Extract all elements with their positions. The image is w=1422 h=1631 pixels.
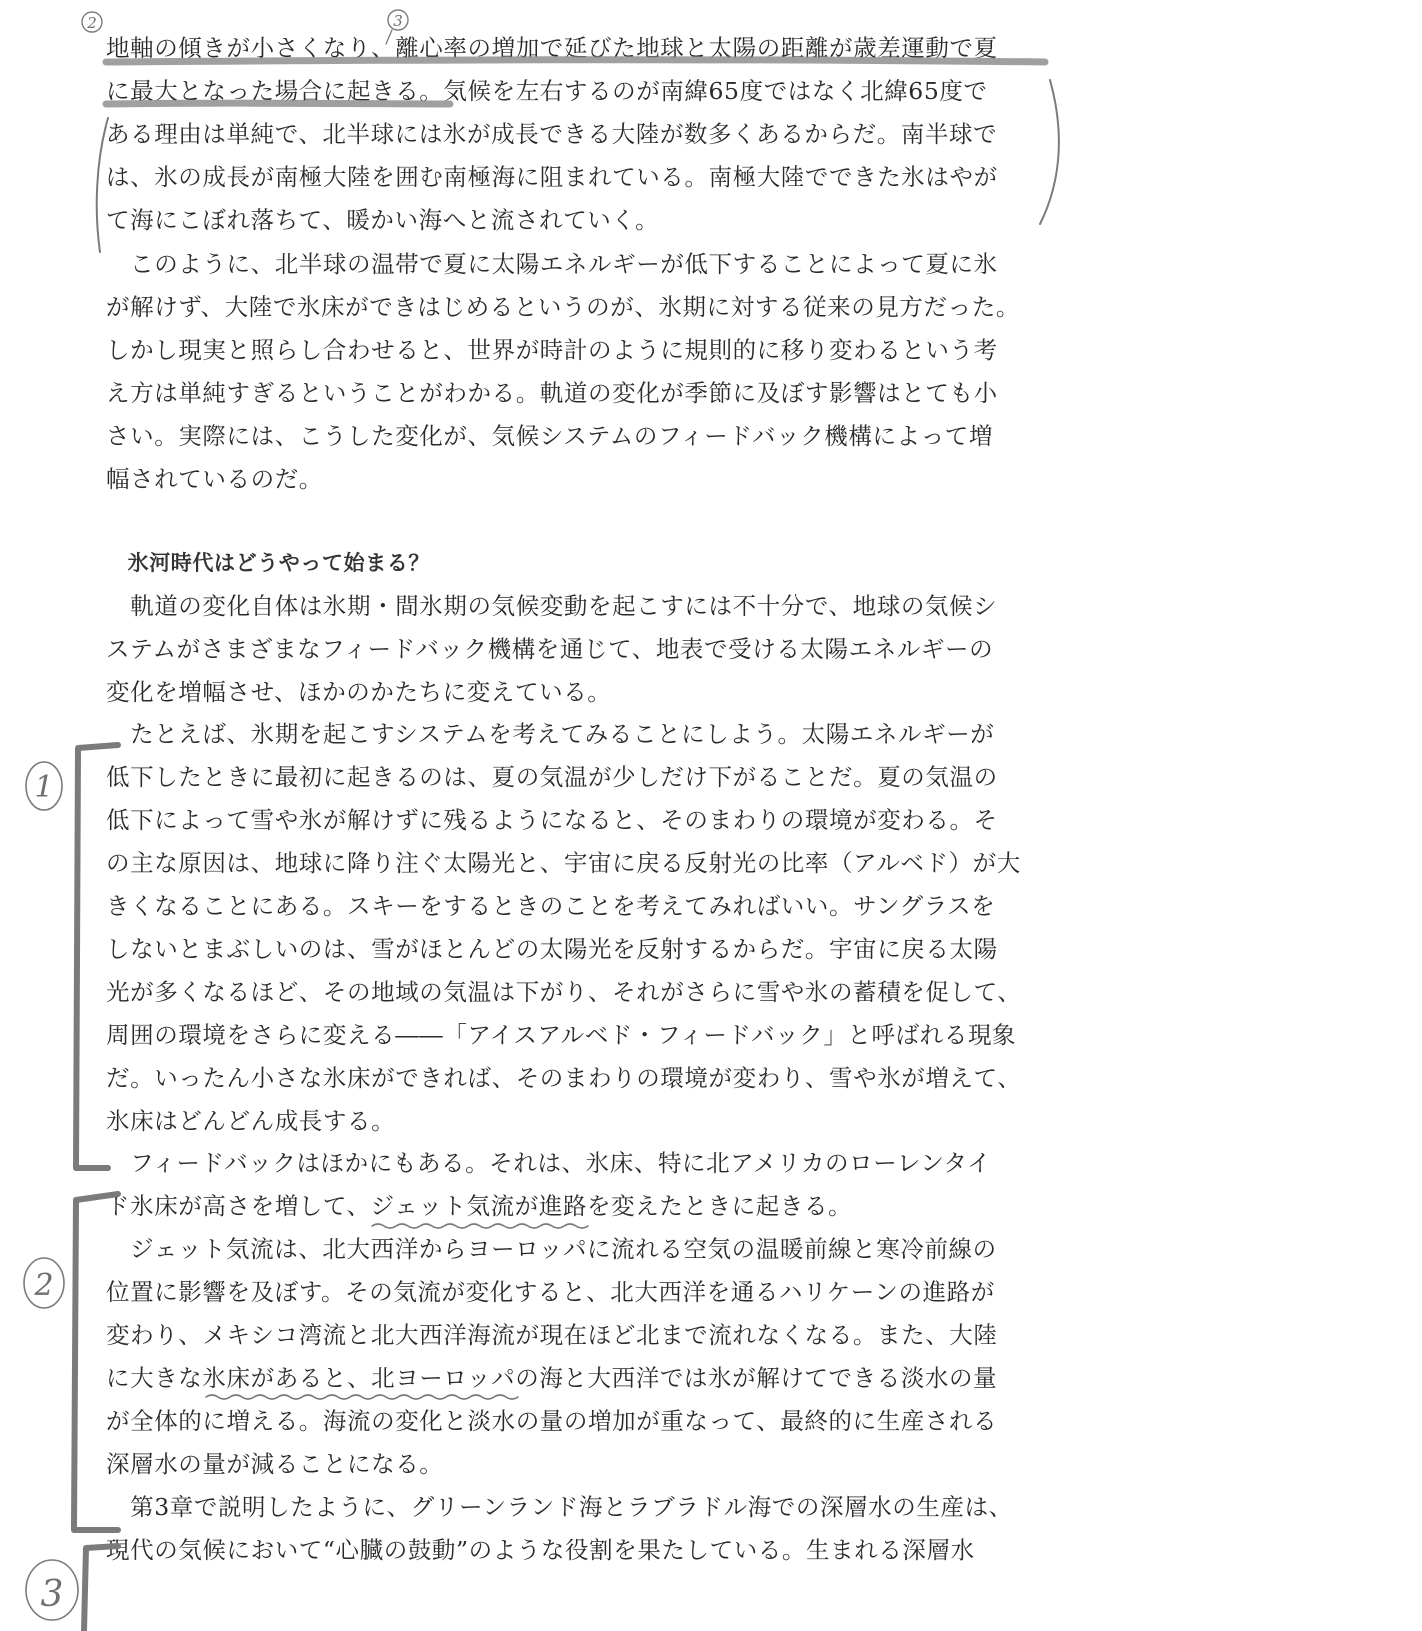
text-line: きくなることにある。スキーをするときのことを考えてみればいい。サングラスを bbox=[106, 892, 996, 920]
annotation-number: 3 bbox=[393, 12, 403, 30]
text-line: 氷床はどんどん成長する。 bbox=[106, 1107, 396, 1135]
text-line: 軌道の変化自体は氷期・間氷期の気候変動を起こすには不十分で、地球の気候シ bbox=[106, 592, 998, 620]
annotation-number: 2 bbox=[87, 14, 97, 32]
text-line: に大きな氷床があると、北ヨーロッパの海と大西洋では氷が解けてできる淡水の量 bbox=[106, 1364, 998, 1392]
circled-number-icon bbox=[82, 12, 102, 32]
wavy-underline bbox=[206, 1395, 518, 1399]
right-paren-mark bbox=[1040, 80, 1059, 224]
text-line: に最大となった場合に起きる。気候を左右するのが南緯65度ではなく北緯65度で bbox=[106, 77, 988, 105]
text-line: ある理由は単純で、北半球には氷が成長できる大陸が数多くあるからだ。南半球で bbox=[106, 120, 998, 148]
text-line: 低下によって雪や氷が解けずに残るようになると、そのまわりの環境が変わる。そ bbox=[106, 806, 998, 834]
annotation-number: 1 bbox=[34, 770, 54, 805]
text-line: さい。実際には、こうした変化が、気候システムのフィードバック機構によって増 bbox=[106, 422, 993, 450]
text-line: は、氷の成長が南極大陸を囲む南極海に阻まれている。南極大陸でできた氷はやが bbox=[106, 163, 998, 191]
circled-number-icon bbox=[388, 10, 408, 30]
circled-number-icon bbox=[26, 762, 62, 810]
text-line: このように、北半球の温帯で夏に太陽エネルギーが低下することによって夏に氷 bbox=[106, 250, 998, 278]
text-line: 変化を増幅させ、ほかのかたちに変えている。 bbox=[106, 678, 612, 706]
text-line: たとえば、氷期を起こすシステムを考えてみることにしよう。太陽エネルギーが bbox=[106, 720, 995, 748]
text-line: だ。いったん小さな氷床ができれば、そのまわりの環境が変わり、雪や氷が増えて、 bbox=[106, 1064, 1022, 1092]
text-line: 深層水の量が減ることになる。 bbox=[106, 1450, 444, 1478]
text-line: ステムがさまざまなフィードバック機構を通じて、地表で受ける太陽エネルギーの bbox=[106, 635, 994, 663]
text-line: の主な原因は、地球に降り注ぐ太陽光と、宇宙に戻る反射光の比率（アルベド）が大 bbox=[106, 849, 1021, 877]
text-line: が全体的に増える。海流の変化と淡水の量の増加が重なって、最終的に生産される bbox=[106, 1407, 998, 1435]
text-line: フィードバックはほかにもある。それは、氷床、特に北アメリカのローレンタイ bbox=[106, 1149, 992, 1177]
text-line: て海にこぼれ落ちて、暖かい海へと流されていく。 bbox=[106, 206, 660, 234]
circled-number-icon bbox=[24, 1258, 64, 1308]
text-line: 変わり、メキシコ湾流と北大西洋海流が現在ほど北まで流れなくなる。また、大陸 bbox=[106, 1321, 998, 1349]
text-line: 地軸の傾きが小さくなり、離心率の増加で延びた地球と太陽の距離が歳差運動で夏 bbox=[106, 34, 998, 62]
circled-number-icon bbox=[26, 1560, 78, 1620]
text-line: 現代の気候において“心臓の鼓動”のような役割を果たしている。生まれる深層水 bbox=[106, 1536, 975, 1564]
text-line: ド氷床が高さを増して、ジェット気流が進路を変えたときに起きる。 bbox=[106, 1192, 853, 1220]
annotation-number: 3 bbox=[40, 1574, 64, 1615]
section-heading: 氷河時代はどうやって始まる？ bbox=[106, 551, 430, 575]
text-line: 低下したときに最初に起きるのは、夏の気温が少しだけ下がることだ。夏の気温の bbox=[106, 763, 998, 791]
wavy-underline bbox=[372, 1224, 588, 1228]
text-line: 第3章で説明したように、グリーンランド海とラブラドル海での深層水の生産は、 bbox=[106, 1493, 1013, 1521]
text-line: 光が多くなるほど、その地域の気温は下がり、それがさらに雪や氷の蓄積を促して、 bbox=[106, 978, 1022, 1006]
text-line: ジェット気流は、北大西洋からヨーロッパに流れる空気の温暖前線と寒冷前線の bbox=[106, 1235, 997, 1263]
text-line: え方は単純すぎるということがわかる。軌道の変化が季節に及ぼす影響はとても小 bbox=[106, 379, 998, 407]
annotation-number: 2 bbox=[34, 1268, 54, 1303]
text-line: 幅されているのだ。 bbox=[106, 465, 323, 493]
text-line: しかし現実と照らし合わせると、世界が時計のように規則的に移り変わるという考 bbox=[106, 336, 998, 364]
text-line: 位置に影響を及ぼす。その気流が変化すると、北大西洋を通るハリケーンの進路が bbox=[106, 1278, 995, 1306]
text-line: しないとまぶしいのは、雪がほとんどの太陽光を反射するからだ。宇宙に戻る太陽 bbox=[106, 935, 998, 963]
text-line: が解けず、大陸で氷床ができはじめるというのが、氷期に対する従来の見方だった。 bbox=[106, 293, 1020, 321]
text-line: 周囲の環境をさらに変える――「アイスアルベド・フィードバック」と呼ばれる現象 bbox=[106, 1021, 1017, 1049]
